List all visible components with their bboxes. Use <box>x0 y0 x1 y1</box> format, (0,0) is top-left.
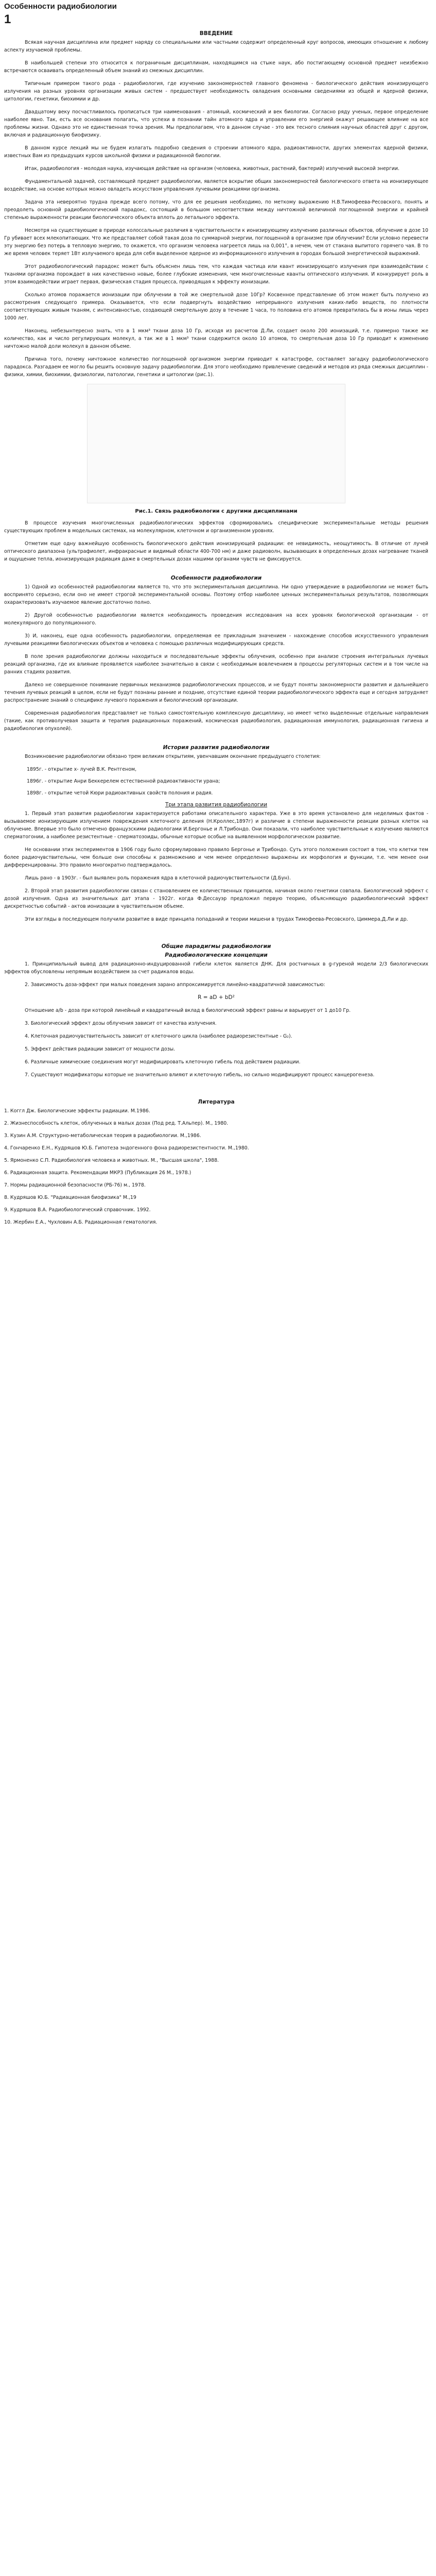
spacer <box>4 738 428 744</box>
paragraph: Итак, радиобиология - молодая наука, изучающая действие на организм (человека, животных, растений, бактерий) излучений высокой энергии. <box>25 166 399 172</box>
paragraph: В процессе изучения многочисленных радиобиологических эффектов сформировались специфические экспериментальные методы решения существующих проблем в модельных системах, на молекулярном, клеточном и организменном уровнях. <box>4 520 428 534</box>
spacer <box>4 928 428 943</box>
section-heading: ВВЕДЕНИЕ <box>199 30 233 37</box>
section-heading: Особенности радиобиологии <box>170 575 262 581</box>
paragraph: Отметим еще одну важнейшую особенность биологического действия ионизирующей радиации: ее невидимость, неощутимость. В отличие от лучей оптического диапазона (ультрафиолет, инфракрасные и видимый области 400-700 нм) и даже радиоволн, вызывающих в определенных дозах нагревание тканей и ощущение тепла, ионизирующая радиация даже в смертельных дозах нашими органами чувств не фиксируется. <box>4 541 428 562</box>
paragraph: Современная радиобиология представляет не только самостоятельную комплексную дисциплину, но имеет четко выделенные отдельные направления (такие, как противолучевая защита и терапия радиационных поражений, космическая радиобиология, радиационная иммунология, радиационная гигиена и радиобиология опухолей). <box>4 710 428 732</box>
section-heading: Общие парадигмы радиобиологии <box>161 943 271 950</box>
paragraph: 3. Биологический эффект дозы облучения зависит от качества излучения. <box>25 1021 217 1026</box>
reference-item: 4. Гончаренко Е.Н., Кудряшов Ю.Б. Гипотеза эндогенного фона радиорезистентности. М.,1980. <box>4 1145 249 1151</box>
paragraph: 3) И, наконец, еще одна особенность радиобиологии, определяемая ее прикладным значением - нахождение способов искусственного управления лучевыми реакциями биологических объектов и человека с помощью различных модифицирующих средств. <box>4 633 428 647</box>
paragraph: В данном курсе лекций мы не будем излагать подробно сведения о строении атомного ядра, радиоактивности, других элементах ядерной физики, известных Вам из предыдущих курсов школьной физики и радиационной биологии. <box>4 145 428 159</box>
spacer <box>4 1084 428 1098</box>
reference-item: 2. Жизнеспособность клеток, облученных в малых дозах (Под ред. Т.Альпер). М., 1980. <box>4 1121 229 1126</box>
reference-item: 5. Ярмоненко С.П. Радиобиология человека и животных. М., "Высшая школа", 1988. <box>4 1158 219 1163</box>
paragraph: В наибольшей степени это относится к пограничным дисциплинам, находящимся на стыке наук, або постигающему основной предмет неизбежно встречаются осваивать определенный объем знаний из смежных дисциплин. <box>4 60 428 74</box>
paragraph: 5. Эффект действия радиации зависит от мощности дозы. <box>25 1046 176 1052</box>
section-heading: История развития радиобиологии <box>163 744 270 751</box>
reference-item: 1. Коггл Дж. Биологические эффекты радиации. М.1986. <box>4 1108 150 1114</box>
paragraph: Сколько атомов поражается ионизации при облучении в той же смертельной дозе 10Гр? Косвенное представление об этом может быть получено из рассмотрения следующего примера. Оказывается, что если подвергнуть воздействию непрерывного излучения каких-либо веществ, по плотности соответствующих живым тканям, с интенсивностью, создающей смертельную дозу в течение 1 часа, то половина его атомов превратилась бы в ионы лишь через 1000 лет. <box>4 292 428 321</box>
paragraph: Типичным примером такого рода - радиобиология, где изучению закономерностей главного феномена - биологического действия ионизирующего излучения на разных уровнях организации живых систем - предшествует необходимость овладения основными сведениями из общей и ядерной физики, цитологии, генетики, биохимии и др. <box>4 81 428 102</box>
paragraph: 1. Принципиальный вывод для радиационно-индуцированной гибели клеток является ДНК. Для ростничных в g-гуреной модели 2/3 биологических эффектов обусловлены непрямым воздействием за счет радикалов воды. <box>4 961 428 975</box>
paragraph: 4. Клеточная радиочувствительность зависит от клеточного цикла (наиболее радиорезистентные - G₂). <box>25 1033 292 1039</box>
paragraph: 7. Существуют модификаторы которые не значительно влияют и клеточную гибель, но сильно модифицируют процесс канцерогенеза. <box>25 1072 375 1078</box>
paragraph: 1. Первый этап развития радиобиологии характеризуется работами описательного характера. Уже в это время установлено для неделимых фактов - вызываемое ионизирующим излучением повреждения клеточного деления (Н.Кроллес,1897г) и различие в степени выраженности реакции разных клеток на облучение. Впервые это было отмечено французскими радиологами И.Бергонье и Л.Трибондо. Они показали, что наиболее чувствительные к излучению являются сперматогонии, а наиболее резистентные - сперматозоиды, обычные которые особые на выявленном морфологическом развитие. <box>4 811 428 840</box>
paragraph: Этот радиобиологический парадокс может быть объяснен лишь тем, что каждая частица или квант ионизирующего излучения при взаимодействии с тканями организма порождает в них качественно новые, более глубокие изменения, чем многочисленные кванты оптического излучения. И конкурирует роль в этом взаимодействии играет первая, физическая стадия процесса, приводящая к эффекту ионизации. <box>4 264 428 285</box>
subsection-heading: Радиобиологические концепции <box>165 952 268 958</box>
paragraph: Эти взгляды в последующем получили развитие в виде принципа попаданий и теории мишени в трудах Тимофеева-Ресовского, Циммера,Д.Ли и др. <box>25 917 408 922</box>
paragraph: Не основании этих экспериментов в 1906 году было сформулировано правило Бергонье и Трибондо. Суть этого положения состоит в том, что клетки тем более радиочувствительны, чем больше они способны к размножению и чем менее определенно выражены их морфология и функции, т.е. чем менее они дифференцированы. Это правило многократно подтверждалось. <box>4 847 428 868</box>
paragraph: В поле зрения радиобиологии должны находиться и последовательные эффекты облучения, особенно при анализе строения интегральных лучевых реакций организма, где их влияние проявляется наиболее значительно в связи с необходимым вовлечением в процессы регуляторных систем и в том числе на ранних стадиях развития. <box>4 654 428 675</box>
formula: R = aD + bD² <box>198 994 235 1001</box>
paragraph: 6. Различные химические соединения могут модифицировать клеточную гибель под действием радиации. <box>25 1059 301 1065</box>
intro-section <box>4 30 428 379</box>
list-item: 1896г. - открытие Анри Беккерелем естественной радиоактивности урана; <box>27 778 220 784</box>
reference-item: 10. Жербин Е.А., Чухловин А.Б. Радиационная гематология. <box>4 1219 158 1225</box>
paragraph: Задача эта невероятно трудна прежде всего потому, что для ее решения необходимо, по меткому выражению Н.В.Тимофеева-Ресовского, понять и преодолеть основной радиобиологический парадокс, состоящий в большом несоответствии между ничтожной величиной поглощенной энергии и крайней степенью выраженности реакции биологического объекта вплоть до летального эффекта. <box>4 199 428 221</box>
paragraph: Отношение a/b - доза при которой линейный и квадратичный вклад в биологический эффект равны и варьирует от 1 до10 Гр. <box>25 1008 351 1013</box>
document-number: 1 <box>4 12 11 26</box>
references-heading: Литература <box>198 1099 235 1105</box>
list-item: 1895г. - открытие х- лучей В.К. Рентгеном, <box>27 767 137 772</box>
reference-item: 6. Радиационная защита. Рекомендации МКРЗ (Публикация 26 М., 1978.) <box>4 1170 191 1176</box>
reference-item: 9. Кудряшов В.А. Радиобиологический справочник. 1992. <box>4 1207 151 1213</box>
spacer <box>4 568 428 574</box>
main-sections <box>4 519 428 1079</box>
paragraph: 2) Другой особенностью радиобиологии является необходимость проведения исследования на всех уровнях биологической организации - от молекулярного до популяционного. <box>4 613 428 626</box>
paragraph: Далеко не совершенное понимание первичных механизмов радиобиологических процессов, и не будут поняты закономерности развития и дальнейшего течения лучевых реакций в целом, если не будут познаны ранние и поздние, отсутствие единой теории радиобиологического эффекта еще и сегодня затрудняет распространение знаний о специфике лучевого поражения и биологический организации. <box>4 682 428 703</box>
paragraph: Фундаментальной задачей, составляющей предмет радиобиологии, является вскрытие общих закономерностей биологического ответа на ионизирующее воздействие, на основе которых можно овладеть искусством управления лучевыми реакциями организма. <box>4 179 428 192</box>
paragraph: Двадцатому веку посчастливилось прописаться три наименования - атомный, космический и век биологии. Согласно ряду ученых, первое определение наиболее явно. Так, есть все основания полагать, что успехи в познании тайн атомного ядра и управлении его энергией окажут решающее влияние на все проблемы жизни. Однако это не единственная точка зрения. Мы предполагаем, что в данном случае - это век тесного слияния научных областей друг с другом, включая и радиационную биофизику. <box>4 109 428 138</box>
reference-item: 8. Кудряшов Ю.Б. "Радиационная биофизика" М.,19 <box>4 1195 136 1200</box>
paragraph: Возникновение радиобиологии обязано трем великим открытиям, увенчавшим окончание предыдущего столетия: <box>25 754 321 759</box>
list-item: 1898г. - открытие четой Кюри радиоактивных свойств полония и радия. <box>27 790 213 796</box>
subsection-heading: Три этапа развития радиобиологии <box>165 802 268 808</box>
references-list <box>4 1107 428 1226</box>
reference-item: 3. Кузин А.М. Структурно-метаболическая теория в радиобиологии. М.,1986. <box>4 1133 201 1139</box>
paragraph: Наконец, небезынтересно знать, что в 1 мкм³ ткани доза 10 Гр, исходя из расчетов Д.Ли, создает около 200 ионизаций, т.е. примерно также же количество, как и число регулирующих молекул, а так же в 1 мкм³ ткани содержится около 10 атомов, то смертельная доза 10 Гр приводит к изменению ничтожно малой доли молекул в данном объеме. <box>4 328 428 349</box>
paragraph: 1) Одной из особенностей радиобиологии является то, что это экспериментальная дисциплина. Ни одно утверждение в радиобиологии не может быть воспринято серьезно, если оно не имеет строгой экспериментальной основы. Поэтому отбор наиболее ценных экспериментальных результатов, позволяющих охарактеризовать изучаемое явление достаточно полно. <box>4 584 428 605</box>
paragraph: 2. Зависимость доза-эффект при малых поведения зарано аппроксимируется линейно-квадратичной зависимостью: <box>25 982 325 988</box>
document-title: Особенности радиобиологии <box>4 2 117 11</box>
paragraph: Причина того, почему ничтожное количество поглощенной организмом энергии приводит к катастрофе, составляет загадку радиобиологического парадокса. Разгадаем ее могло бы решить основную задачу радиобиологии. Для этого необходимо привлечение сведений и методов из ряда смежных дисциплин - физики, химии, биохимии, физиологии, патологии, генетики и цитологии (рис.1). <box>4 357 428 378</box>
reference-item: 7. Нормы радиационной безопасности (РБ-76) м., 1978. <box>4 1182 146 1188</box>
paragraph: Несмотря на существующие в природе колоссальные различия в чувствительности к ионизирующему излучению различных объектов, облучение в дозе 10 Гр убивает всех млекопитающих. Что же представляет собой такая доза по суммарной энергии, поглощенной в организме при облучении? Если условно перевести эту энергию без потерь в тепловую энергию, то окажется, что организм человека нагреется лишь на 0,001°, в нечем, чем от стакана выпитого горячего чая. В то же время человек теряет 1Вт излучаемого вреда для себя выделенное ядерное из информационного излучения в городах большой энергетической выражений. <box>4 228 428 257</box>
paragraph: 2. Второй этап развития радиобиологии связан с становлением ее количественных принципов, начиная около генетики совпала. Биологический эффект с дозой излучения. Одна из значительных дат этапа - 1922г. когда Ф.Дессауэр предложил первую теорию, объясняющую радиобиологический эффект дискретностью событий - актов ионизации в чувствительном объеме. <box>4 888 428 909</box>
figure-placeholder <box>87 384 345 503</box>
paragraph: Всякая научная дисциплина или предмет наряду со специальными или частными содержит определенный круг вопросов, имеющих отношение к любому аспекту изучаемой проблемы. <box>4 40 428 53</box>
paragraph: Лишь рано - в 1903г. - был выявлен роль поражения ядра в клеточной радиочувствительности (Д.Бун). <box>25 875 291 881</box>
figure-caption: Рис.1. Связь радиобиологии с другими дисциплинами <box>135 509 298 514</box>
